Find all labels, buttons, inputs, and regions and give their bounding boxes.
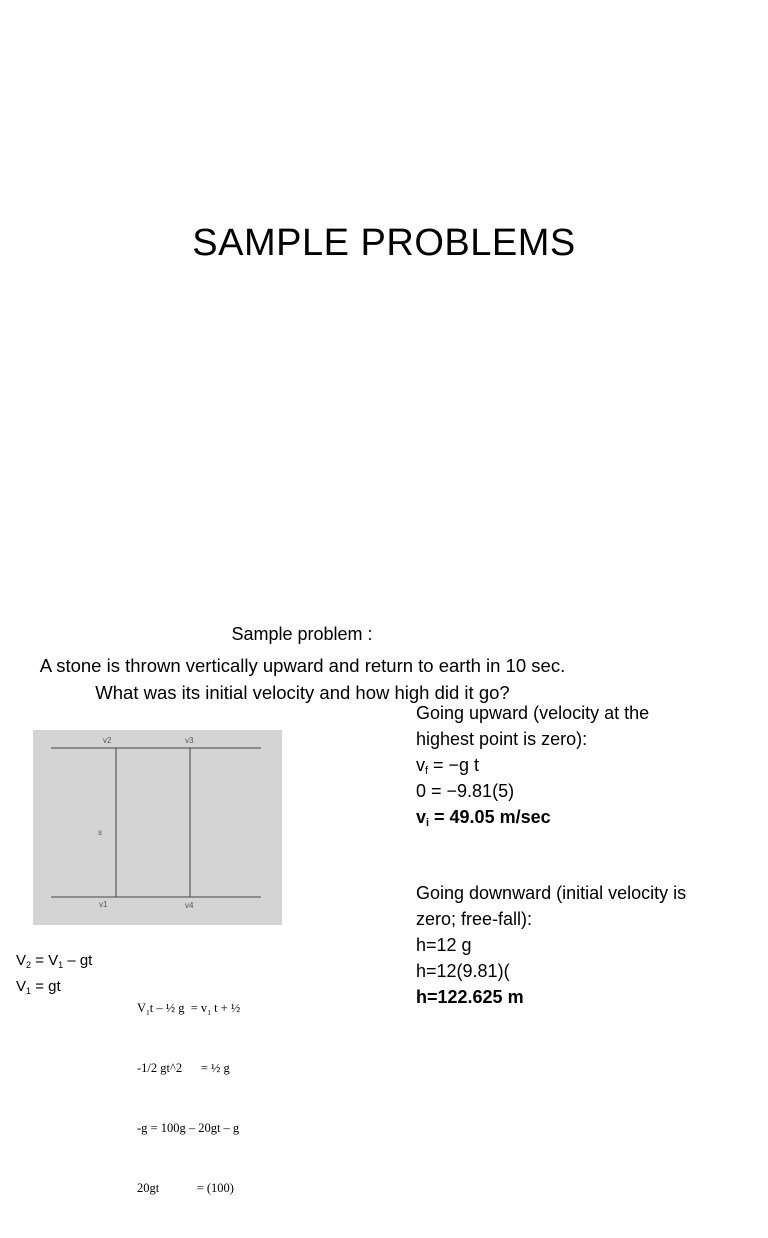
middle-equation-3: -g = 100g – 20gt – g bbox=[137, 1121, 240, 1135]
middle-equations bbox=[137, 958, 240, 1238]
middle-equation-4: 20gt = (100) bbox=[137, 1181, 234, 1195]
problem-statement: A stone is thrown vertically upward and return to earth in 10 sec. What was its initial velocity and how high did it go? bbox=[39, 655, 566, 703]
downward-heading-line-2: zero; free-fall): bbox=[416, 909, 533, 929]
upward-equation-2: 0 = −9.81(5) bbox=[416, 781, 515, 801]
left-equations bbox=[16, 948, 92, 1000]
label-s: s bbox=[98, 828, 102, 837]
motion-diagram-svg bbox=[33, 730, 282, 925]
motion-diagram bbox=[33, 730, 282, 925]
upward-heading-line-2: highest point is zero): bbox=[416, 729, 588, 749]
upward-heading-line-1: Going upward (velocity at the bbox=[416, 703, 650, 723]
downward-equation-1: h=12 g bbox=[416, 935, 472, 955]
label-v3: v3 bbox=[185, 736, 194, 745]
downward-equation-2: h=12(9.81)( bbox=[416, 961, 510, 981]
upward-result: $v_i = 49.05$ m/sec bbox=[416, 807, 551, 829]
label-v1: v1 bbox=[99, 900, 108, 909]
page-title: SAMPLE PROBLEMS bbox=[192, 222, 576, 264]
sample-problem-heading: Sample problem : bbox=[231, 624, 373, 644]
label-v4: v4 bbox=[185, 901, 194, 910]
left-equation-2: $V_1$ = gt bbox=[16, 978, 61, 996]
middle-equation-2: -1/2 gt^2 = ½ g bbox=[137, 1061, 230, 1075]
downward-heading-line-1: Going downward (initial velocity is bbox=[416, 883, 687, 903]
label-v2: v2 bbox=[103, 736, 112, 745]
middle-equation-1: $V_1t$ – ½ $g = v_1$ t + ½ bbox=[137, 1001, 241, 1017]
downward-result: h=122.625 m bbox=[416, 987, 524, 1007]
upward-equation-1: $v_f = -g$ t bbox=[416, 755, 480, 777]
left-equation-1: $V_2 = V_1$ – gt bbox=[16, 952, 93, 970]
solution-block bbox=[416, 700, 756, 1010]
